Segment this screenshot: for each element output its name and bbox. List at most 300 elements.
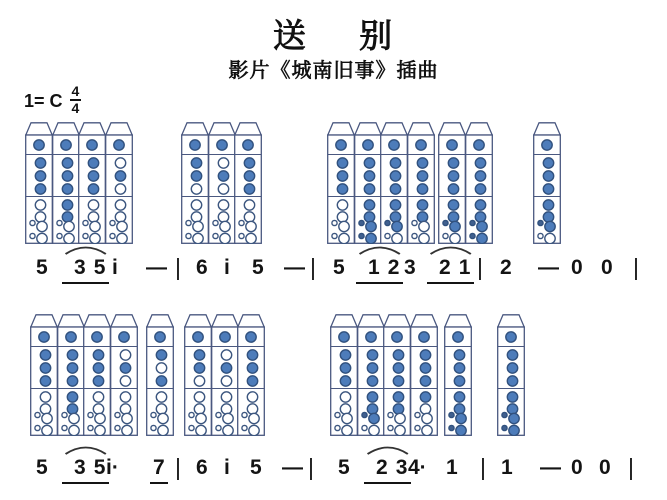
finger-hole xyxy=(475,200,485,210)
mouthpiece-shape xyxy=(84,315,110,327)
fingering-diagram-note-2 xyxy=(357,314,385,436)
fingering-diagram-svg xyxy=(380,122,408,244)
note-token: 6 xyxy=(196,256,208,279)
double-hole-big xyxy=(158,425,168,435)
double-hole-small xyxy=(412,233,417,238)
thumb-hole xyxy=(506,332,516,342)
fingering-diagram-svg xyxy=(383,314,411,436)
thumb-hole xyxy=(216,140,226,150)
duration-dash: — xyxy=(146,256,167,279)
fingering-diagram-note-i xyxy=(211,314,239,436)
finger-hole xyxy=(337,158,347,168)
fingering-diagram-note-5 xyxy=(234,122,262,244)
double-hole-small xyxy=(189,425,194,430)
double-hole-big xyxy=(509,425,519,435)
double-hole-small xyxy=(110,233,115,238)
finger-hole xyxy=(507,376,517,386)
mouthpiece-shape xyxy=(185,315,211,327)
thumb-hole xyxy=(87,140,97,150)
fingering-diagram-note-5 xyxy=(330,314,358,436)
finger-hole xyxy=(62,171,72,181)
finger-hole xyxy=(115,212,125,222)
mouthpiece-shape xyxy=(147,315,173,327)
slur-pair-notes xyxy=(62,454,109,484)
double-hole-small xyxy=(335,425,340,430)
double-hole-small xyxy=(502,425,507,430)
finger-hole xyxy=(245,171,255,181)
double-hole-big xyxy=(450,221,460,231)
finger-hole xyxy=(420,363,430,373)
fingering-diagram-note-6 xyxy=(184,314,212,436)
finger-hole xyxy=(475,171,485,181)
note-token: 2 xyxy=(376,456,388,479)
double-hole-small xyxy=(189,412,194,417)
fingering-diagram-svg xyxy=(83,314,111,436)
thumb-hole xyxy=(542,140,552,150)
slur-arc-svg xyxy=(62,445,109,455)
finger-hole xyxy=(337,200,347,210)
finger-hole xyxy=(194,363,204,373)
finger-hole xyxy=(248,376,258,386)
finger-hole xyxy=(245,212,255,222)
double-hole-big xyxy=(422,425,432,435)
slur-pair xyxy=(62,454,109,488)
slur-pair-notes xyxy=(62,254,109,284)
time-signature xyxy=(70,85,82,115)
fingering-diagram-note-5 xyxy=(78,122,106,244)
fingering-diagram-note-1 xyxy=(354,122,382,244)
fingering-diagram-note-i xyxy=(105,122,133,244)
slur-pair-notes xyxy=(356,254,403,284)
finger-hole xyxy=(62,158,72,168)
mouthpiece-shape xyxy=(31,315,57,327)
double-hole-small xyxy=(443,233,448,238)
finger-hole xyxy=(507,404,517,414)
double-hole-small xyxy=(186,233,191,238)
thumb-hole xyxy=(34,140,44,150)
finger-hole xyxy=(35,171,45,181)
double-hole-small xyxy=(186,220,191,225)
finger-hole xyxy=(89,171,99,181)
duration-dash: — xyxy=(284,256,305,279)
double-hole-big xyxy=(193,233,203,243)
thumb-hole xyxy=(473,140,483,150)
fingering-diagram-svg xyxy=(52,122,80,244)
double-hole-big xyxy=(476,233,486,243)
finger-hole xyxy=(475,212,485,222)
finger-hole xyxy=(337,171,347,181)
mouthpiece-shape xyxy=(411,315,437,327)
thumb-hole xyxy=(65,332,75,342)
finger-hole xyxy=(454,363,464,373)
slur-pair-notes xyxy=(427,254,474,284)
duration-dash: — xyxy=(538,256,559,279)
note-token: 5 xyxy=(333,256,345,279)
barline: | xyxy=(310,254,316,280)
note-token: 1 xyxy=(501,456,513,479)
finger-hole xyxy=(367,404,377,414)
fingering-diagram-svg xyxy=(146,314,174,436)
double-hole-small xyxy=(443,220,448,225)
double-hole-small xyxy=(239,220,244,225)
note-token: 1 xyxy=(458,256,471,279)
finger-hole xyxy=(543,200,553,210)
key-signature xyxy=(24,83,81,116)
double-hole-big xyxy=(419,221,429,231)
thumb-hole xyxy=(416,140,426,150)
double-hole-big xyxy=(392,221,402,231)
fingering-diagram-svg xyxy=(57,314,85,436)
fingering-diagram-note-3 xyxy=(407,122,435,244)
duration-dash: — xyxy=(540,456,561,479)
finger-hole xyxy=(391,184,401,194)
double-hole-big xyxy=(95,425,105,435)
thumb-hole xyxy=(60,140,70,150)
double-hole-small xyxy=(359,220,364,225)
finger-hole xyxy=(194,392,204,402)
time-signature-bottom: 4 xyxy=(71,100,80,116)
finger-hole xyxy=(454,392,464,402)
double-hole-small xyxy=(385,220,390,225)
finger-hole xyxy=(67,350,77,360)
note-token: 3 xyxy=(74,256,86,279)
finger-hole xyxy=(340,404,350,414)
fingering-diagram-note-i xyxy=(208,122,236,244)
finger-hole xyxy=(364,171,374,181)
thumb-hole xyxy=(190,140,200,150)
double-hole-small xyxy=(449,412,454,417)
finger-hole xyxy=(62,184,72,194)
finger-hole xyxy=(194,350,204,360)
finger-hole xyxy=(40,350,50,360)
finger-hole xyxy=(218,200,228,210)
double-hole-small xyxy=(83,233,88,238)
finger-hole xyxy=(340,392,350,402)
finger-hole xyxy=(67,363,77,373)
finger-hole xyxy=(394,404,404,414)
thumb-hole xyxy=(114,140,124,150)
fingering-diagram-svg xyxy=(184,314,212,436)
mouthpiece-shape xyxy=(354,123,380,135)
finger-hole xyxy=(191,171,201,181)
finger-hole xyxy=(35,184,45,194)
finger-hole xyxy=(115,171,125,181)
finger-hole xyxy=(367,363,377,373)
fingering-diagram-svg xyxy=(407,122,435,244)
finger-hole xyxy=(120,350,130,360)
mouthpiece-shape xyxy=(182,123,208,135)
mouthpiece-shape xyxy=(235,123,261,135)
note-token: 2 xyxy=(500,256,512,279)
rest-token: 0 xyxy=(571,256,583,279)
double-hole-big xyxy=(339,221,349,231)
finger-hole xyxy=(475,158,485,168)
fingering-group xyxy=(330,314,438,436)
finger-hole xyxy=(89,212,99,222)
fingering-diagram-svg xyxy=(110,314,138,436)
finger-hole xyxy=(115,184,125,194)
finger-hole xyxy=(67,392,77,402)
song-subtitle: 影片《城南旧事》插曲 xyxy=(228,60,439,82)
double-hole-small xyxy=(359,233,364,238)
note-token: 3 xyxy=(404,256,416,279)
double-hole-big xyxy=(196,425,206,435)
finger-hole xyxy=(221,376,231,386)
finger-hole xyxy=(543,171,553,181)
fingering-diagram-svg xyxy=(465,122,493,244)
barline: | xyxy=(175,454,181,480)
finger-hole xyxy=(221,392,231,402)
thumb-hole xyxy=(155,332,165,342)
mouthpiece-shape xyxy=(357,315,383,327)
finger-hole xyxy=(40,392,50,402)
double-hole-small xyxy=(35,412,40,417)
double-hole-big xyxy=(246,221,256,231)
finger-hole xyxy=(191,200,201,210)
thumb-hole xyxy=(39,332,49,342)
finger-hole xyxy=(156,363,166,373)
barline: | xyxy=(175,254,181,280)
fingering-diagram-svg xyxy=(327,122,355,244)
barline: | xyxy=(633,254,639,280)
fingering-diagram-svg xyxy=(438,122,466,244)
note-token: 7 xyxy=(150,454,168,484)
double-hole-big xyxy=(395,425,405,435)
thumb-hole xyxy=(453,332,463,342)
finger-hole xyxy=(417,212,427,222)
double-hole-small xyxy=(362,412,367,417)
thumb-hole xyxy=(193,332,203,342)
fingering-group xyxy=(327,122,435,244)
note-token: 2 xyxy=(439,256,451,279)
double-hole-small xyxy=(538,220,543,225)
finger-hole xyxy=(62,212,72,222)
finger-hole xyxy=(448,171,458,181)
fingering-diagram-note-1 xyxy=(497,314,525,436)
fingering-diagram-note-5 xyxy=(237,314,265,436)
double-hole-big xyxy=(456,425,466,435)
finger-hole xyxy=(394,363,404,373)
note-token: i· xyxy=(106,456,119,479)
finger-hole xyxy=(475,184,485,194)
note-token: i xyxy=(224,456,230,479)
finger-hole xyxy=(67,404,77,414)
double-hole-small xyxy=(151,412,156,417)
double-hole-big xyxy=(95,413,105,423)
fingering-diagram-svg xyxy=(444,314,472,436)
mouthpiece-shape xyxy=(331,315,357,327)
fingering-diagram-note-5 xyxy=(30,314,58,436)
double-hole-small xyxy=(216,425,221,430)
fingering-group xyxy=(438,122,493,244)
fingering-diagram-note-2 xyxy=(380,122,408,244)
finger-hole xyxy=(89,200,99,210)
double-hole-big xyxy=(90,221,100,231)
finger-hole xyxy=(94,404,104,414)
barline: | xyxy=(480,454,486,480)
finger-hole xyxy=(420,376,430,386)
fingering-group xyxy=(497,314,525,436)
double-hole-big xyxy=(339,233,349,243)
note-token: 5 xyxy=(36,456,48,479)
mouthpiece-shape xyxy=(381,123,407,135)
double-hole-small xyxy=(449,425,454,430)
double-hole-small xyxy=(385,233,390,238)
double-hole-big xyxy=(117,221,127,231)
finger-hole xyxy=(94,363,104,373)
finger-hole xyxy=(543,158,553,168)
slur-arc-svg xyxy=(364,445,411,455)
thumb-hole xyxy=(119,332,129,342)
double-hole-small xyxy=(415,425,420,430)
finger-hole xyxy=(120,392,130,402)
double-hole-big xyxy=(158,413,168,423)
fingering-diagram-note-2 xyxy=(438,122,466,244)
finger-hole xyxy=(448,158,458,168)
fingering-diagram-svg xyxy=(357,314,385,436)
finger-hole xyxy=(191,184,201,194)
fingering-diagram-svg xyxy=(78,122,106,244)
finger-hole xyxy=(94,376,104,386)
fingering-diagram-svg xyxy=(234,122,262,244)
double-hole-small xyxy=(242,425,247,430)
fingering-group xyxy=(444,314,472,436)
double-hole-big xyxy=(122,413,132,423)
double-hole-big xyxy=(249,413,259,423)
finger-hole xyxy=(454,376,464,386)
slur-arc-svg xyxy=(427,245,474,255)
double-hole-big xyxy=(450,233,460,243)
slur-pair xyxy=(62,254,109,288)
finger-hole xyxy=(448,184,458,194)
finger-hole xyxy=(89,184,99,194)
finger-hole xyxy=(156,376,166,386)
key-label: 1= C xyxy=(24,91,63,111)
note-token: 5 xyxy=(338,456,350,479)
fingering-diagram-svg xyxy=(25,122,53,244)
finger-hole xyxy=(364,212,374,222)
double-hole-big xyxy=(422,413,432,423)
double-hole-small xyxy=(412,220,417,225)
time-signature-top: 4 xyxy=(71,83,80,99)
double-hole-big xyxy=(196,413,206,423)
double-hole-big xyxy=(368,425,378,435)
finger-hole xyxy=(507,363,517,373)
mouthpiece-shape xyxy=(498,315,524,327)
finger-hole xyxy=(448,212,458,222)
note-token: i xyxy=(112,256,118,279)
finger-hole xyxy=(364,158,374,168)
note-token: 3 xyxy=(74,456,86,479)
rest-token: 0 xyxy=(599,456,611,479)
note-token: 5 xyxy=(93,456,106,479)
fingering-diagram-svg xyxy=(30,314,58,436)
finger-hole xyxy=(194,404,204,414)
thumb-hole xyxy=(336,140,346,150)
finger-hole xyxy=(35,158,45,168)
finger-hole xyxy=(94,350,104,360)
mouthpiece-shape xyxy=(211,315,237,327)
finger-hole xyxy=(67,376,77,386)
mouthpiece-shape xyxy=(439,123,465,135)
finger-hole xyxy=(191,212,201,222)
finger-hole xyxy=(218,184,228,194)
double-hole-small xyxy=(239,233,244,238)
rest-token: 0 xyxy=(601,256,613,279)
finger-hole xyxy=(191,158,201,168)
finger-hole xyxy=(245,200,255,210)
finger-hole xyxy=(364,200,374,210)
slur-pair xyxy=(356,254,403,288)
fingering-group xyxy=(184,314,265,436)
finger-hole xyxy=(367,376,377,386)
double-hole-small xyxy=(242,412,247,417)
fingering-diagram-svg xyxy=(237,314,265,436)
double-hole-big xyxy=(68,425,78,435)
finger-hole xyxy=(340,376,350,386)
double-hole-big xyxy=(545,221,555,231)
double-hole-big xyxy=(193,221,203,231)
finger-hole xyxy=(248,363,258,373)
slur-arc-svg xyxy=(356,245,403,255)
finger-hole xyxy=(62,200,72,210)
double-hole-big xyxy=(476,221,486,231)
fingering-group xyxy=(146,314,174,436)
finger-hole xyxy=(391,171,401,181)
double-hole-big xyxy=(342,413,352,423)
note-token: 3 xyxy=(395,456,408,479)
double-hole-big xyxy=(122,425,132,435)
finger-hole xyxy=(245,184,255,194)
finger-hole xyxy=(454,350,464,360)
slur-pair xyxy=(427,254,474,288)
finger-hole xyxy=(337,212,347,222)
double-hole-small xyxy=(30,233,35,238)
finger-hole xyxy=(40,363,50,373)
double-hole-big xyxy=(545,233,555,243)
fingering-diagram-note-1 xyxy=(465,122,493,244)
finger-hole xyxy=(89,158,99,168)
finger-hole xyxy=(218,158,228,168)
note-token: 6 xyxy=(196,456,208,479)
mouthpiece-shape xyxy=(465,123,491,135)
double-hole-small xyxy=(470,233,475,238)
double-hole-small xyxy=(332,233,337,238)
fingering-diagram-note-5 xyxy=(327,122,355,244)
note-token: 5 xyxy=(252,256,264,279)
finger-hole xyxy=(420,350,430,360)
double-hole-big xyxy=(419,233,429,243)
fingering-diagram-svg xyxy=(533,122,561,244)
fingering-diagram-note-3 xyxy=(52,122,80,244)
thumb-hole xyxy=(362,140,372,150)
note-token: 4· xyxy=(408,456,427,479)
double-hole-small xyxy=(332,220,337,225)
double-hole-small xyxy=(335,412,340,417)
finger-hole xyxy=(507,350,517,360)
finger-hole xyxy=(248,404,258,414)
double-hole-small xyxy=(57,233,62,238)
thumb-hole xyxy=(219,332,229,342)
song-title: 送 别 xyxy=(272,17,395,54)
finger-hole xyxy=(391,158,401,168)
finger-hole xyxy=(340,350,350,360)
finger-hole xyxy=(454,404,464,414)
mouthpiece-shape xyxy=(328,123,354,135)
fingering-diagram-svg xyxy=(354,122,382,244)
slur-arc-svg xyxy=(62,245,109,255)
double-hole-big xyxy=(68,413,78,423)
